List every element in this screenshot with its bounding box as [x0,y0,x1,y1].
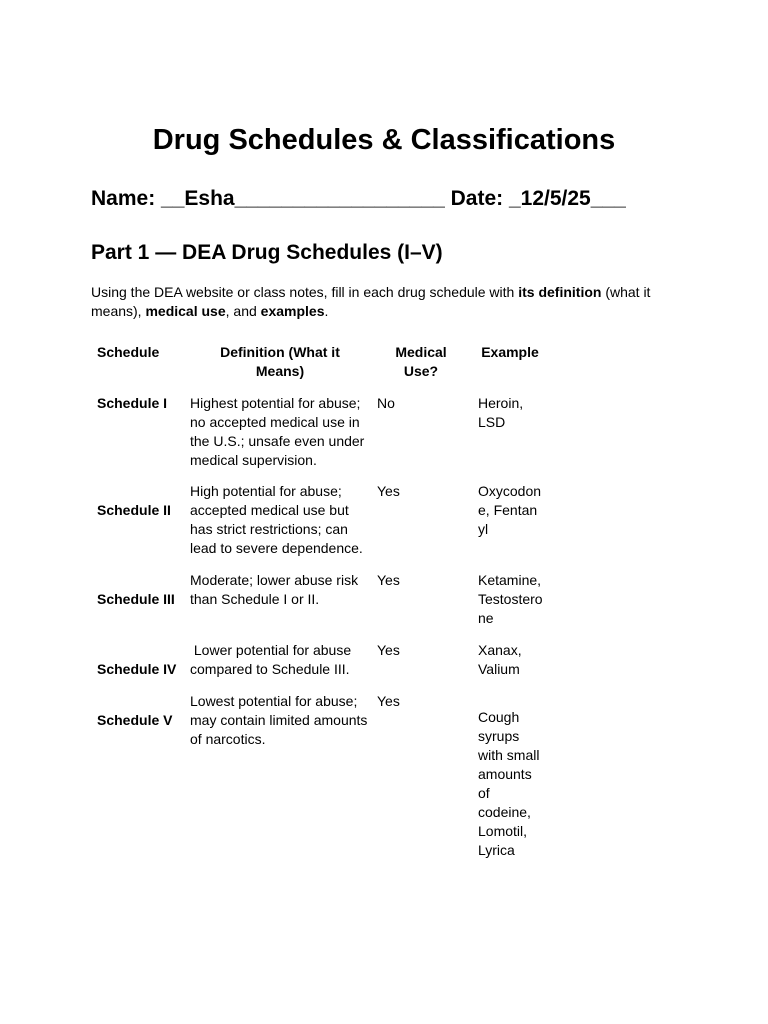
row-definition: Moderate; lower abuse risk than Schedule I or II. [190,572,359,607]
row-definition: Lowest potential for abuse; may contain limited amounts of narcotics. [190,693,368,747]
row-medical-use: No [377,395,395,411]
row-example: Oxycodone, Fentanyl [478,483,542,537]
row-schedule-label: Schedule IV [97,661,177,677]
header-schedule: Schedule [97,344,160,360]
header-medical-use: Medical Use? [395,344,447,379]
row-example: Heroin, LSD [478,395,524,430]
document-title: Drug Schedules & Classifications [152,124,616,156]
header-example: Example [481,344,539,360]
row-example: Ketamine, Testosterone [478,572,543,626]
row-schedule-label: Schedule III [97,591,175,607]
header-definition: Definition (What it Means) [220,344,340,379]
intro-bold-examples: examples [260,303,325,319]
row-medical-use: Yes [377,483,400,499]
part-heading: Part 1 — DEA Drug Schedules (I–V) [91,241,443,264]
intro-text: . [324,303,329,319]
intro-bold-medical-use: medical use [145,303,226,319]
row-schedule-label: Schedule I [97,395,168,411]
row-definition: High potential for abuse; accepted medical use but has strict restrictions; can lead to severe dependence. [190,483,363,556]
row-schedule-label: Schedule V [97,712,173,728]
intro-paragraph [91,283,671,321]
row-definition: Lower potential for abuse compared to Schedule III. [190,642,355,677]
intro-text: (what it means), [91,284,651,319]
intro-text: , and [225,303,261,319]
row-schedule-label: Schedule II [97,502,171,518]
row-medical-use: Yes [377,693,400,709]
intro-bold-definition: its definition [518,284,602,300]
row-definition: Highest potential for abuse; no accepted medical use in the U.S.; unsafe even under medical supervision. [190,395,365,468]
row-example: Xanax, Valium [478,642,522,677]
name-date-line: Name: __Esha__________________ Date: _12/5/25___ [91,187,626,210]
row-medical-use: Yes [377,642,400,658]
row-example: Cough syrups with small amounts of codeine, Lomotil, Lyrica [478,709,540,858]
row-medical-use: Yes [377,572,400,588]
intro-text: Using the DEA website or class notes, fill in each drug schedule with [91,284,519,300]
